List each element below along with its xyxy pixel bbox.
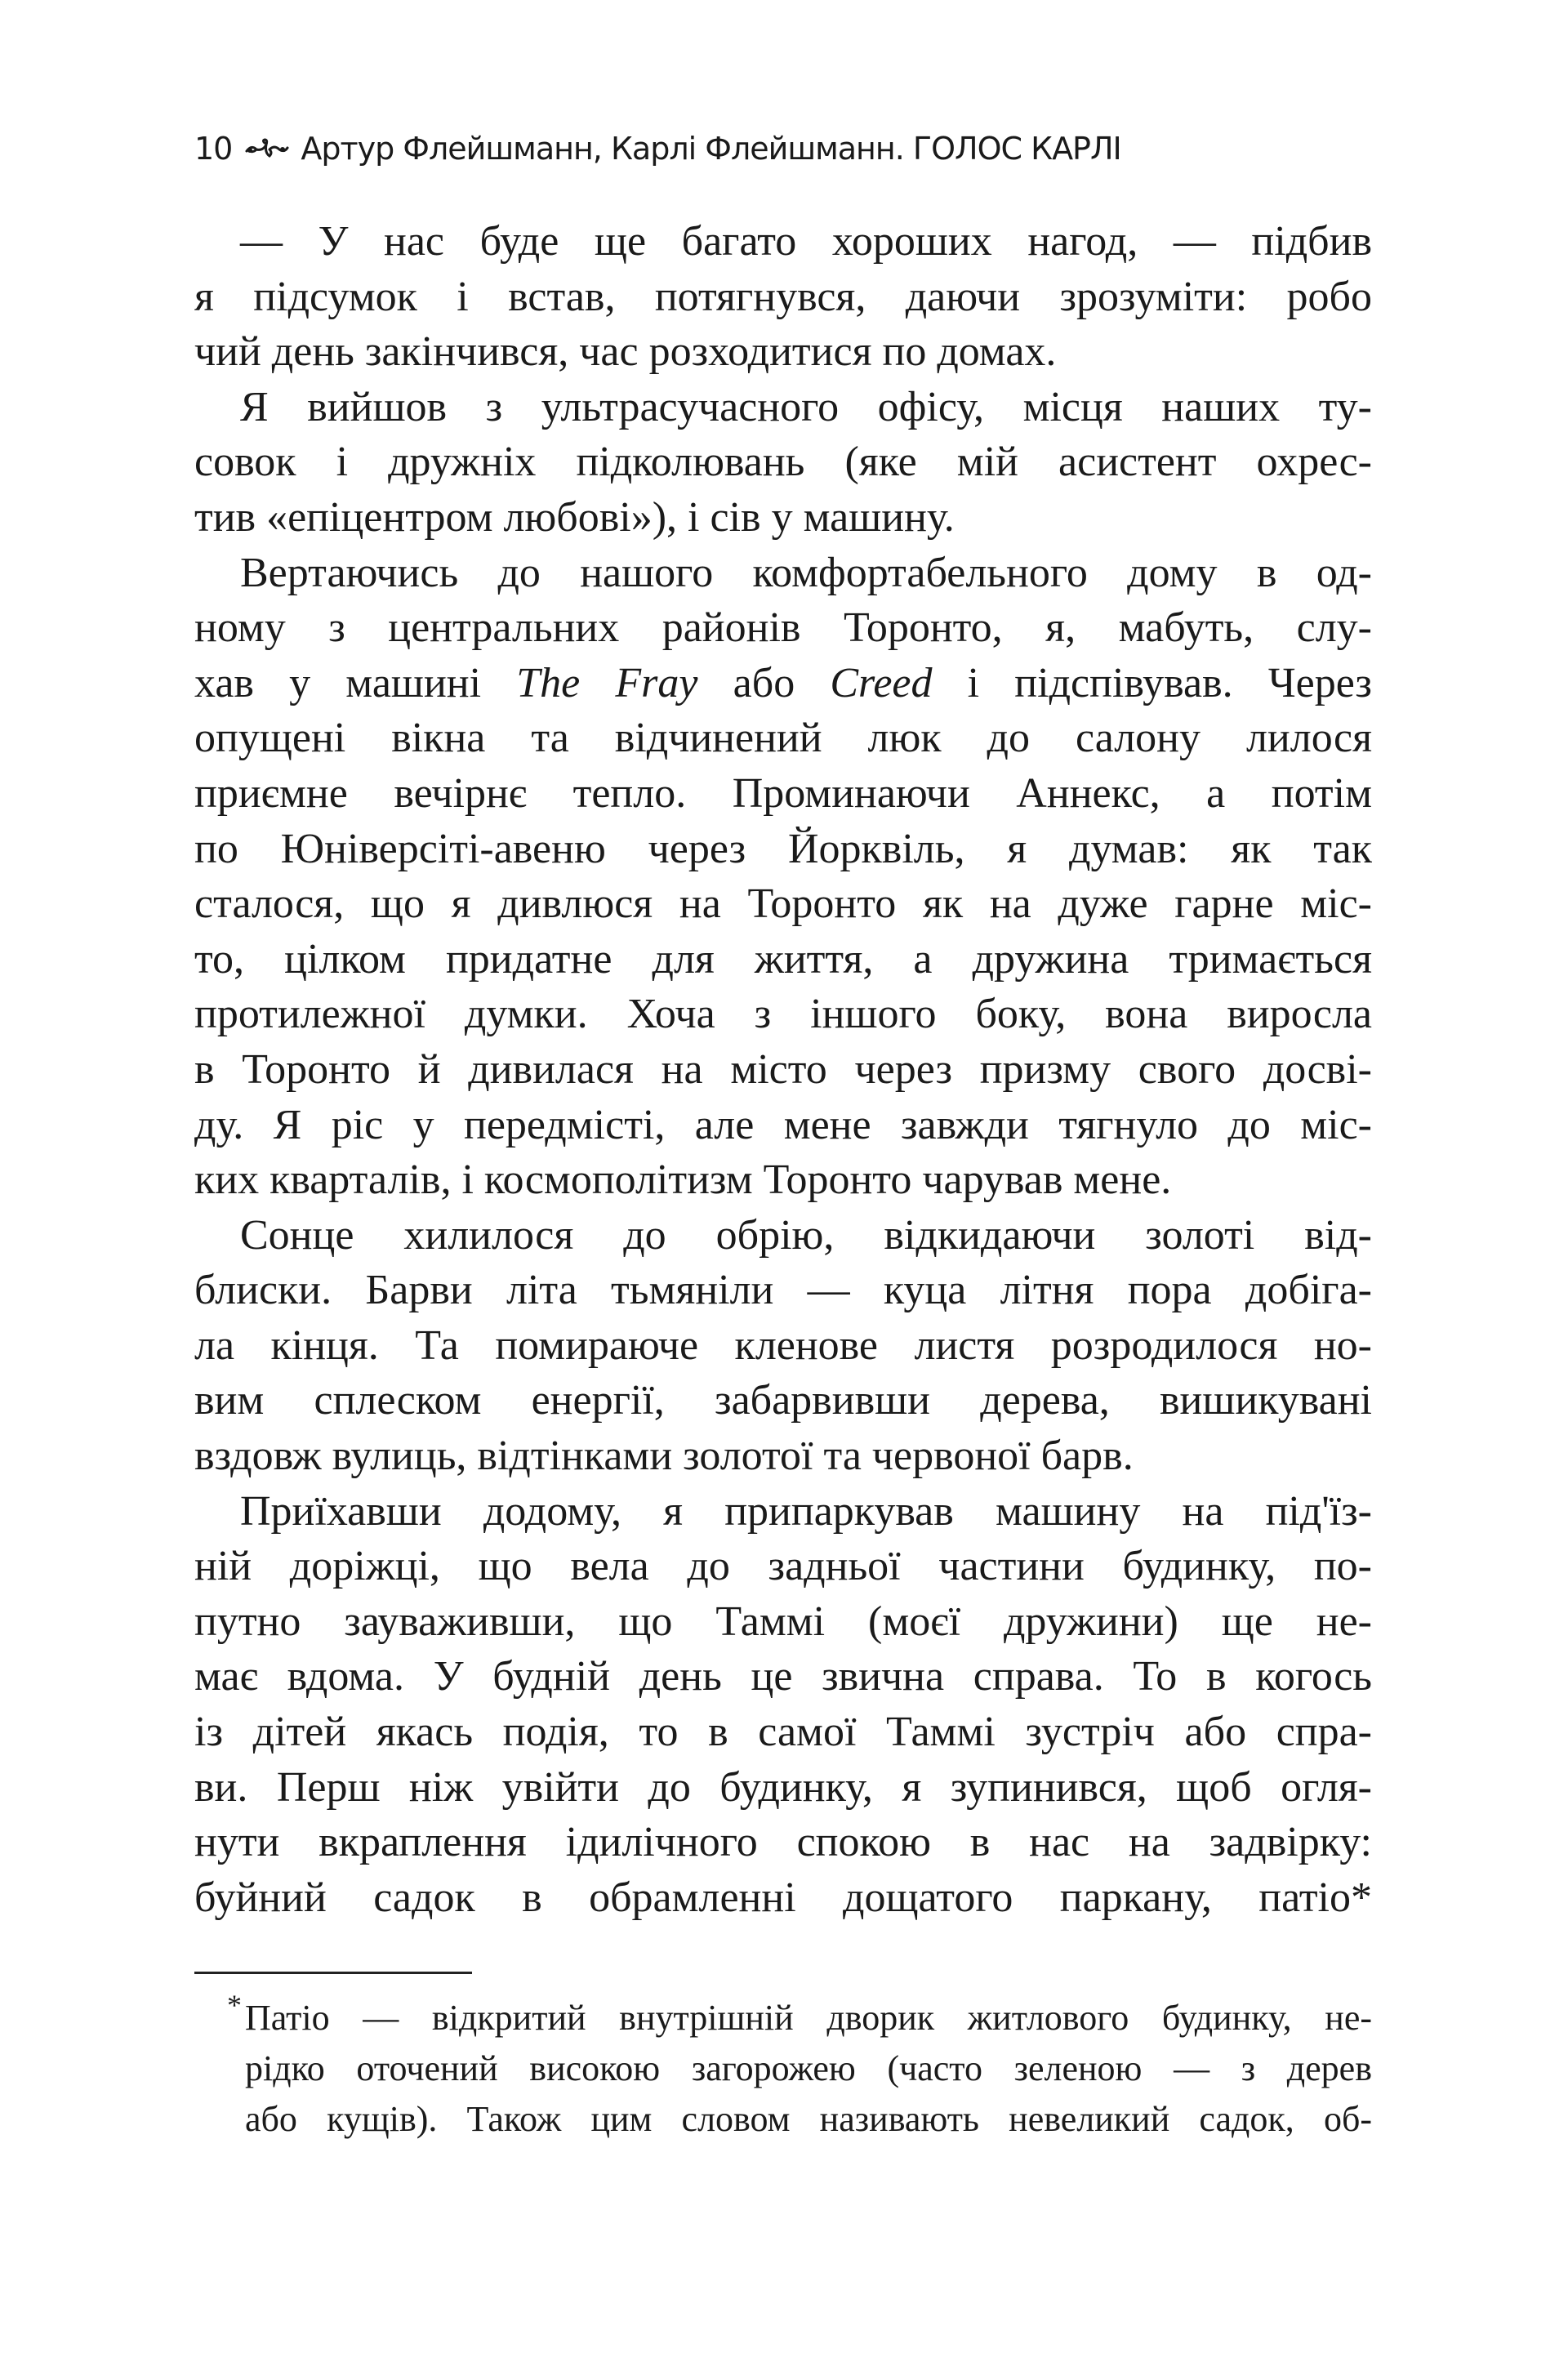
text-line: буйний садок в обрамленні дощатого паркану, патіо*: [194, 1874, 1372, 1921]
body-text: [194, 214, 1372, 1925]
text-line: приємне вечірнє тепло. Проминаючи Аннекс, а потім: [194, 769, 1372, 817]
text-line: ких кварталів, і космополітизм Торонто чарував мене.: [194, 1156, 1172, 1204]
text-line: нути вкраплення ідилічного спокою в нас на задвірку:: [194, 1819, 1372, 1866]
text-line: Приїхавши додому, я припаркував машину на під'їз-: [240, 1487, 1372, 1535]
footnote-line: Патіо — відкритий внутрішній дворик житлового будинку, не-: [245, 1998, 1372, 2038]
text-segment: або: [697, 659, 831, 706]
text-line: — У нас буде ще багато хороших нагод, — підбив: [240, 218, 1372, 265]
footnote-line: або кущів). Також цим словом називають невеликий садок, об-: [245, 2099, 1372, 2139]
text-line: протилежної думки. Хоча з іншого боку, вона виросла: [194, 991, 1372, 1038]
text-line: ви. Перш ніж увійти до будинку, я зупинився, щоб огля-: [194, 1763, 1372, 1811]
running-header: [194, 131, 1121, 167]
text-line: вим сплеском енергії, забарвивши дерева, вишикувані: [194, 1377, 1372, 1424]
text-line: путно зауваживши, що Таммі (моєї дружини) ще не-: [194, 1598, 1372, 1645]
text-line: блиски. Барви літа тьмяніли — куца літня пора добіга-: [194, 1267, 1372, 1314]
footnote-rule: [194, 1972, 472, 1974]
text-line: тив «епіцентром любові»), і сів у машину.: [194, 493, 955, 541]
text-line: опущені вікна та відчинений люк до салону лилося: [194, 715, 1372, 762]
text-line: в Торонто й дивилася на місто через призму свого досві-: [194, 1045, 1372, 1093]
text-line: ній доріжці, що вела до задньої частини будинку, по-: [194, 1543, 1372, 1590]
text-line: вздовж вулиць, відтінками золотої та червоної барв.: [194, 1433, 1134, 1480]
text-line: Я вийшов з ультрасучасного офісу, місця наших ту-: [240, 383, 1372, 430]
footnote: [227, 1989, 1372, 2145]
footnote-line: рідко оточений високою загорожею (часто зеленою — з дерев: [245, 2048, 1372, 2088]
text-line: сталося, що я дивлюся на Торонто як на дуже гарне міс-: [194, 880, 1372, 928]
text-line: я підсумок і встав, потягнувся, даючи зрозуміти: робо: [194, 273, 1372, 320]
text-line: із дітей якась подія, то в самої Таммі зустріч або спра-: [194, 1709, 1372, 1756]
band-name: Creed: [830, 659, 933, 706]
text-line: [194, 656, 1372, 711]
text-line: то, цілком придатне для життя, а дружина тримається: [194, 935, 1372, 983]
text-line: чий день закінчився, час розходитися по домах.: [194, 328, 1057, 376]
text-segment: і підспівував. Через: [932, 659, 1372, 706]
text-segment: хав у машині: [194, 659, 517, 706]
text-line: Сонце хилилося до обрію, відкидаючи золоті від-: [240, 1211, 1372, 1259]
fleuron-icon: [243, 136, 289, 161]
band-name: The Fray: [516, 659, 698, 706]
text-line: Вертаючись до нашого комфортабельного дому в од-: [240, 549, 1372, 596]
text-line: ному з центральних районів Торонто, я, мабуть, слу-: [194, 604, 1372, 652]
text-line: по Юніверсіті-авеню через Йорквіль, я думав: як так: [194, 825, 1372, 872]
text-line: ла кінця. Та помираюче кленове листя розродилося но-: [194, 1321, 1372, 1369]
footnote-marker: *: [227, 1989, 242, 2021]
text-line: совок і дружніх підколювань (яке мій асистент охрес-: [194, 439, 1372, 486]
text-line: має вдома. У будній день це звична справа. То в когось: [194, 1653, 1372, 1700]
running-title: Артур Флейшманн, Карлі Флейшманн. ГОЛОС КАРЛІ: [301, 131, 1121, 167]
text-line: ду. Я ріс у передмісті, але мене завжди тягнуло до міс-: [194, 1101, 1372, 1148]
page-number: 10: [194, 131, 233, 167]
